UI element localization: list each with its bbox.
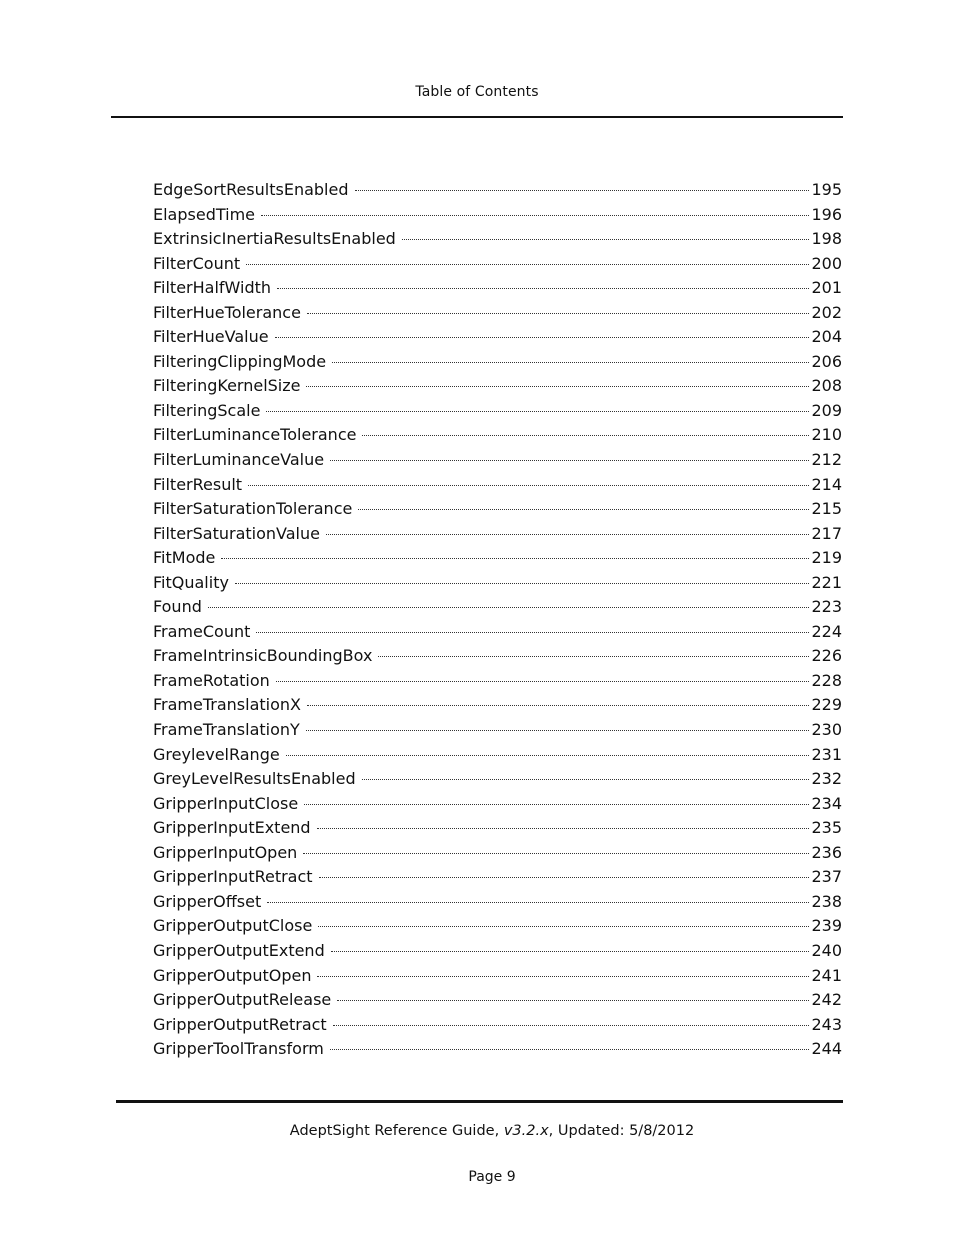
toc-entry[interactable] — [153, 178, 842, 203]
toc-entry-page: 200 — [811, 253, 842, 273]
toc-entry-label: FilterHueValue — [153, 327, 269, 347]
toc-entry-page: 209 — [811, 400, 842, 420]
toc-entry[interactable] — [153, 816, 842, 841]
toc-entry-page: 243 — [811, 1014, 842, 1034]
toc-entry-page: 229 — [811, 695, 842, 715]
toc-dot-leader — [317, 828, 810, 829]
toc-entry-page: 198 — [811, 229, 842, 249]
toc-entry-label: FilterCount — [153, 253, 241, 273]
toc-dot-leader — [256, 632, 809, 633]
toc-entry-label: EdgeSortResultsEnabled — [153, 180, 349, 199]
toc-dot-leader — [307, 313, 810, 314]
toc-dot-leader — [332, 362, 809, 363]
toc-dot-leader — [319, 877, 810, 878]
toc-entry[interactable] — [153, 350, 842, 375]
toc-entry-page: 244 — [811, 1039, 842, 1059]
toc-entry-label: GripperOutputRetract — [153, 1014, 327, 1034]
toc-entry-label: FrameRotation — [153, 670, 270, 690]
toc-dot-leader — [378, 656, 809, 657]
toc-dot-leader — [330, 460, 809, 461]
toc-entry-label: GripperOutputExtend — [153, 940, 325, 960]
toc-entry-label: FilterSaturationTolerance — [153, 499, 353, 519]
toc-entry-page: 223 — [811, 597, 842, 617]
footer-separator: , — [494, 1123, 504, 1139]
toc-entry-label: FilteringClippingMode — [153, 351, 327, 371]
toc-entry[interactable] — [153, 423, 842, 448]
toc-entry-label: GreyLevelResultsEnabled — [153, 769, 356, 789]
toc-entry-page: 215 — [811, 499, 842, 519]
toc-entry-label: FitQuality — [153, 572, 229, 592]
toc-entry-label: GripperOutputOpen — [153, 965, 312, 985]
toc-entry[interactable] — [153, 1013, 842, 1038]
toc-dot-leader — [355, 190, 810, 191]
toc-entry[interactable] — [153, 718, 842, 743]
toc-entry[interactable] — [153, 988, 842, 1013]
toc-entry[interactable] — [153, 914, 842, 939]
toc-entry-page: 206 — [811, 351, 842, 371]
toc-entry-label: FrameIntrinsicBoundingBox — [153, 646, 373, 666]
toc-entry-page: 235 — [811, 818, 842, 838]
toc-dot-leader — [358, 509, 809, 510]
toc-dot-leader — [318, 926, 809, 927]
toc-entry[interactable] — [153, 792, 842, 817]
toc-entry-page: 224 — [811, 621, 842, 641]
toc-entry-label: FilterLuminanceValue — [153, 450, 325, 470]
toc-entry-page: 196 — [811, 204, 842, 224]
toc-entry-page: 234 — [811, 793, 842, 813]
toc-entry-page: 232 — [811, 769, 842, 789]
toc-dot-leader — [317, 976, 809, 977]
toc-entry[interactable] — [153, 227, 842, 252]
toc-dot-leader — [221, 558, 809, 559]
toc-dot-leader — [261, 215, 809, 216]
toc-entry-label: GripperInputRetract — [153, 867, 313, 887]
toc-entry-label: FilterHueTolerance — [153, 302, 301, 322]
toc-entry-page: 228 — [811, 670, 842, 690]
toc-entry-label: GreylevelRange — [153, 744, 280, 764]
toc-entry[interactable] — [153, 693, 842, 718]
toc-entry-label: GripperInputOpen — [153, 842, 298, 862]
toc-dot-leader — [286, 755, 810, 756]
toc-entry-page: 219 — [811, 548, 842, 568]
toc-entry-label: FilteringScale — [153, 400, 261, 420]
toc-entry-label: FrameCount — [153, 621, 251, 641]
toc-entry[interactable] — [153, 325, 842, 350]
toc-entry-page: 212 — [811, 450, 842, 470]
toc-entry[interactable] — [153, 473, 842, 498]
toc-entry-page: 226 — [811, 646, 842, 666]
toc-entry[interactable] — [153, 767, 842, 792]
toc-entry-label: FilterHalfWidth — [153, 278, 272, 298]
toc-entry-label: Found — [153, 597, 202, 617]
toc-entry-label: FilterResult — [153, 474, 243, 494]
toc-entry[interactable] — [153, 497, 842, 522]
toc-entry-page: 202 — [811, 302, 842, 322]
toc-entry-page: 214 — [811, 474, 842, 494]
toc-entry[interactable] — [153, 522, 842, 547]
toc-entry[interactable] — [153, 571, 842, 596]
toc-entry-page: 230 — [811, 720, 842, 740]
toc-entry[interactable] — [153, 546, 842, 571]
toc-dot-leader — [266, 411, 809, 412]
toc-dot-leader — [276, 681, 810, 682]
toc-entry-label: FitMode — [153, 548, 216, 568]
toc-entry[interactable] — [153, 620, 842, 645]
toc-entry[interactable] — [153, 276, 842, 301]
toc-entry[interactable] — [153, 644, 842, 669]
toc-entry-page: 236 — [811, 842, 842, 862]
toc-entry-label: FilterSaturationValue — [153, 523, 320, 543]
toc-entry-page: 195 — [811, 180, 842, 199]
running-header: Table of Contents — [415, 84, 539, 100]
toc-entry[interactable] — [153, 203, 842, 228]
toc-entry[interactable] — [153, 301, 842, 326]
toc-dot-leader — [235, 583, 810, 584]
toc-dot-leader — [267, 902, 809, 903]
toc-entry-page: 204 — [811, 327, 842, 347]
toc-entry[interactable] — [153, 865, 842, 890]
footer-guide-name: AdeptSight Reference Guide — [289, 1123, 495, 1139]
toc-entry-label: GripperToolTransform — [153, 1039, 324, 1059]
toc-entry-label: GripperOutputClose — [153, 916, 313, 936]
toc-dot-leader — [306, 386, 809, 387]
page-number: Page 9 — [468, 1169, 516, 1185]
toc-entry-page: 241 — [811, 965, 842, 985]
toc-entry[interactable] — [153, 743, 842, 768]
toc-entry[interactable] — [153, 252, 842, 277]
toc-dot-leader — [337, 1000, 809, 1001]
toc-entry-page: 237 — [811, 867, 842, 887]
toc-entry[interactable] — [153, 890, 842, 915]
toc-dot-leader — [307, 705, 809, 706]
toc-entry-page: 231 — [811, 744, 842, 764]
toc-entry-label: GripperInputClose — [153, 793, 299, 813]
toc-dot-leader — [326, 534, 809, 535]
toc-entry-label: ElapsedTime — [153, 204, 256, 224]
toc-dot-leader — [208, 607, 810, 608]
toc-entry-page: 242 — [811, 990, 842, 1010]
toc-entry-label: GripperOffset — [153, 891, 262, 911]
toc-list — [153, 178, 842, 1062]
toc-entry[interactable] — [153, 841, 842, 866]
toc-entry-page: 240 — [811, 940, 842, 960]
footer-guide-line — [0, 1123, 954, 1139]
toc-entry-page: 238 — [811, 891, 842, 911]
footer-updated: , Updated: 5/8/2012 — [548, 1123, 695, 1139]
toc-entry-page: 201 — [811, 278, 842, 298]
toc-entry-page: 239 — [811, 916, 842, 936]
toc-entry-label: FrameTranslationY — [153, 720, 300, 740]
toc-entry-label: FilterLuminanceTolerance — [153, 425, 357, 445]
toc-dot-leader — [333, 1025, 810, 1026]
toc-dot-leader — [246, 264, 809, 265]
toc-entry-label: ExtrinsicInertiaResultsEnabled — [153, 229, 396, 249]
header-rule — [111, 116, 843, 118]
toc-entry-page: 217 — [811, 523, 842, 543]
toc-entry-label: FilteringKernelSize — [153, 376, 301, 396]
toc-dot-leader — [248, 485, 809, 486]
toc-dot-leader — [275, 337, 810, 338]
footer-rule — [116, 1100, 843, 1103]
toc-dot-leader — [277, 288, 809, 289]
toc-entry[interactable] — [153, 1037, 842, 1062]
toc-dot-leader — [331, 951, 810, 952]
toc-dot-leader — [303, 853, 809, 854]
toc-entry[interactable] — [153, 595, 842, 620]
toc-entry[interactable] — [153, 374, 842, 399]
toc-entry[interactable] — [153, 448, 842, 473]
toc-entry-page: 208 — [811, 376, 842, 396]
toc-entry[interactable] — [153, 939, 842, 964]
toc-dot-leader — [304, 804, 809, 805]
toc-dot-leader — [362, 779, 810, 780]
toc-entry[interactable] — [153, 669, 842, 694]
toc-dot-leader — [402, 239, 810, 240]
toc-entry-label: GripperInputExtend — [153, 818, 311, 838]
toc-entry[interactable] — [153, 399, 842, 424]
toc-entry-page: 210 — [811, 425, 842, 445]
toc-dot-leader — [306, 730, 810, 731]
toc-entry-label: FrameTranslationX — [153, 695, 301, 715]
toc-dot-leader — [362, 435, 809, 436]
toc-entry-page: 221 — [811, 572, 842, 592]
toc-entry[interactable] — [153, 964, 842, 989]
footer-version: v3.2.x — [503, 1123, 549, 1139]
toc-entry-label: GripperOutputRelease — [153, 990, 332, 1010]
toc-dot-leader — [330, 1049, 810, 1050]
